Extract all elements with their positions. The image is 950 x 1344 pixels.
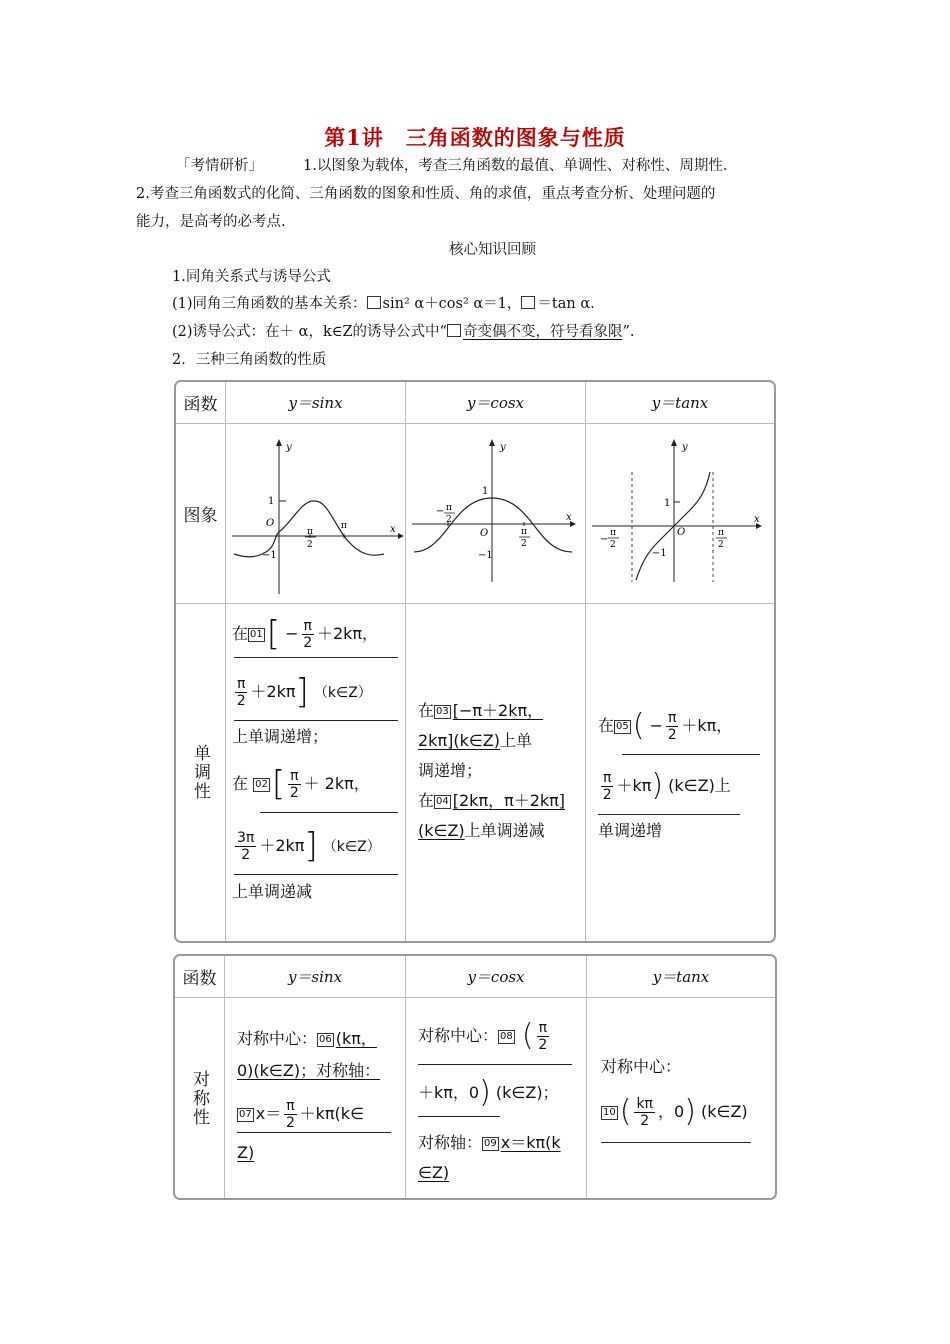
num: π: [286, 1098, 295, 1114]
tan-mono-line3: 单调递增: [598, 821, 663, 840]
one-label: 1: [664, 498, 671, 509]
item1-line2-answer: [447, 324, 623, 340]
blank-box: [367, 296, 381, 309]
frac-pi-2: [601, 770, 613, 803]
num: π: [290, 768, 299, 784]
cos-mono-line2: [418, 726, 532, 756]
y-label: y: [682, 442, 688, 453]
cos-mono-line5: [418, 816, 545, 846]
tan-sym-line1: 对称中心：: [601, 1057, 682, 1076]
y-axis-arrow: [671, 439, 677, 446]
paren: ): [684, 1094, 696, 1129]
sin-symmetry-cell: [225, 998, 406, 1198]
cos-graph: [406, 424, 586, 604]
cos-interval-2-end: (k∈Z): [418, 821, 465, 840]
neg1-label: −1: [262, 550, 277, 561]
den: 2: [640, 1113, 650, 1129]
num: π: [303, 618, 312, 634]
sin-center: (kπ，: [335, 1029, 377, 1048]
header-cos: y＝cosx: [406, 382, 586, 424]
underline: [418, 1116, 500, 1117]
term: ＋2kπ，: [316, 624, 379, 643]
underline: [601, 1142, 751, 1143]
text: ，0: [658, 1102, 685, 1121]
sin-monotonicity-cell: [226, 604, 406, 941]
pi-num: π: [610, 528, 616, 538]
neg1-label: −1: [652, 548, 667, 559]
num: π: [603, 770, 612, 786]
answer-box-09: 09: [484, 1138, 497, 1149]
blank-box: [521, 296, 535, 309]
tan-graph-cell: [586, 424, 774, 604]
y-label: y: [286, 442, 292, 453]
cos-mono-line3: 调递增；: [418, 761, 483, 780]
frac-pi-2: [666, 710, 678, 743]
answer-box-06: 06: [319, 1034, 332, 1045]
x-axis-arrow: [398, 533, 404, 539]
page-title: 第1讲 三角函数的图象与性质: [324, 125, 626, 150]
num: kπ: [636, 1096, 653, 1112]
row-label-monotonicity-text: 单调性: [190, 744, 210, 801]
x-label: x: [754, 514, 760, 525]
sin-graph: [226, 424, 406, 604]
neg-sign: −: [600, 534, 609, 545]
text: Z): [237, 1143, 255, 1162]
cos-mono-line4: [418, 786, 565, 816]
item1-line2: [172, 318, 635, 346]
cos-axis-end: ∈Z): [418, 1163, 450, 1182]
sin-mono-dec: 上单调递减: [232, 882, 313, 901]
den: 2: [241, 847, 251, 863]
pi-num: π: [521, 527, 527, 537]
cos-monotonicity-cell: [406, 604, 586, 941]
underline: [237, 1132, 391, 1133]
cos-sym-line3: [418, 1128, 561, 1158]
item1-line1-b: sin² α＋cos² α＝1，: [382, 296, 522, 312]
two-den: 2: [521, 539, 527, 549]
answer-box-08: 08: [500, 1031, 513, 1042]
term: ＋kπ，: [681, 716, 733, 735]
cos-interval-1-end: 2kπ](k∈Z): [418, 731, 500, 750]
sin-sym-line4: [237, 1138, 254, 1168]
underline: [418, 1064, 572, 1065]
sin-mono-line4: [232, 826, 381, 866]
item2-heading: 2．三种三角函数的性质: [172, 352, 327, 368]
k-in-z: （k∈Z）: [322, 839, 381, 855]
item1-heading: 1.同角关系式与诱导公式: [172, 269, 331, 285]
origin-label: O: [266, 518, 275, 529]
frac-kpi-2: [634, 1096, 655, 1129]
cos-symmetry-cell: [406, 998, 587, 1198]
item1-line1-c: ＝tan α.: [537, 296, 595, 312]
answer-box-03: 03: [436, 706, 449, 717]
paren: ): [651, 768, 664, 803]
sin-sym-line1: [237, 1024, 377, 1054]
sin-graph-cell: [226, 424, 406, 604]
sin-mono-line1: [232, 614, 379, 654]
sin-mono-inc: 上单调递增；: [232, 727, 329, 746]
den: 2: [602, 787, 612, 803]
paren: (: [619, 1094, 632, 1129]
paren: (: [632, 708, 645, 743]
origin-label: O: [480, 528, 489, 539]
den: 2: [285, 1115, 295, 1131]
y-axis-arrow: [276, 439, 282, 446]
header-sin: y＝sinx: [226, 382, 406, 424]
underline: [622, 754, 760, 755]
header-cos: y＝cosx: [406, 956, 587, 998]
properties-table-2: [173, 954, 777, 1200]
one-label: 1: [268, 496, 275, 507]
den: 2: [667, 727, 677, 743]
bracket: [: [271, 764, 286, 804]
item1-line1: [172, 290, 595, 318]
cos-sym-line4: [418, 1158, 449, 1188]
den: 2: [538, 1037, 548, 1053]
item1-line1-a: (1)同角三角函数的基本关系：: [172, 296, 367, 312]
intro-text-1: 1.以图象为载体，考查三角函数的最值、单调性、对称性、周期性.: [303, 158, 728, 174]
row-label-symmetry: [175, 998, 225, 1198]
underline: [260, 812, 398, 813]
x-label: x: [566, 512, 572, 523]
item1-line2-c: 奇变偶不变，符号看象限: [462, 324, 623, 340]
intro-line-1: [176, 152, 727, 180]
item1-line2-a: (2)诱导公式：在＋ α，: [172, 324, 323, 340]
two-den: 2: [718, 540, 724, 550]
section-heading: 核心知识回顾: [449, 242, 536, 258]
two-den: 2: [446, 515, 452, 525]
text: 对称中心：: [237, 1029, 318, 1048]
pi-label: π: [341, 521, 347, 531]
num: π: [237, 676, 246, 692]
properties-table-1: [174, 380, 776, 943]
cos-interval-1: [−π＋2kπ，: [452, 701, 544, 720]
text: (k∈Z): [701, 1102, 748, 1121]
cos-graph-cell: [406, 424, 586, 604]
k-in-z: (k∈Z)上: [668, 776, 731, 795]
paren: (: [521, 1018, 534, 1053]
text: ＋kπ，0: [418, 1083, 480, 1102]
sin-mono-line3: [232, 764, 370, 804]
text: x＝: [255, 1104, 282, 1123]
zai: 在: [598, 716, 615, 735]
bracket: ]: [304, 826, 318, 866]
y-label: y: [500, 442, 506, 453]
row-label-symmetry-text: 对称性: [189, 1069, 209, 1127]
pi-num: π: [446, 503, 452, 513]
pi-num: π: [718, 528, 724, 538]
tan-symmetry-cell: [587, 998, 775, 1198]
text: 上单调递减: [464, 821, 545, 840]
answer-box-04: 04: [436, 796, 449, 807]
frac-pi-2: [537, 1020, 549, 1053]
term: ＋ 2kπ，: [303, 774, 370, 793]
bracket: [: [266, 614, 281, 654]
origin-label: O: [677, 527, 686, 538]
y-axis-arrow: [489, 439, 495, 446]
num: 3π: [237, 830, 255, 846]
cos-sym-line2: [418, 1075, 559, 1110]
sin-center-end: 0)(k∈Z)；对称轴：: [237, 1061, 381, 1080]
underline: [234, 657, 398, 658]
cos-mono-line1: [418, 696, 543, 726]
zai: 在: [418, 791, 435, 810]
blank-box: [447, 324, 461, 337]
intro-line-2: 2.考查三角函数式的化简、三角函数的图象和性质、角的求值，重点考查分析、处理问题的: [136, 186, 716, 202]
den: 2: [236, 693, 246, 709]
term: ＋kπ: [616, 776, 652, 795]
k-in-z: （k∈Z）: [313, 685, 372, 701]
item1-line2-d: ”.: [622, 324, 635, 340]
den: 2: [303, 635, 313, 651]
cos-interval-2: [2kπ，π＋2kπ]: [452, 791, 566, 810]
answer-box-02: 02: [255, 779, 268, 790]
frac-pi-2: [302, 618, 314, 651]
tan-sym-line2: [601, 1096, 748, 1129]
minus: −: [285, 624, 299, 643]
row-label-monotonicity: [176, 604, 226, 941]
neg-sign: −: [436, 506, 445, 517]
intro-line-3: 能力，是高考的必考点.: [136, 214, 286, 230]
sin-sym-line3: [237, 1098, 364, 1131]
text: 对称中心：: [418, 1026, 499, 1045]
underline: [234, 720, 398, 721]
text: (k∈Z)；: [495, 1083, 559, 1102]
num: π: [667, 710, 677, 726]
sin-sym-line2: [237, 1056, 380, 1086]
tan-monotonicity-cell: [586, 604, 774, 941]
tan-mono-line2: [598, 770, 731, 803]
x-label: x: [390, 524, 396, 535]
minus: −: [649, 716, 663, 735]
zai: 在: [232, 774, 249, 793]
frac-pi-2: [288, 768, 300, 801]
one-label: 1: [482, 486, 489, 497]
two-den: 2: [307, 540, 313, 550]
cos-axis: x＝kπ(k: [500, 1133, 561, 1152]
header-tan: y＝tanx: [587, 956, 775, 998]
intro-tag: 「考情研析」: [176, 158, 263, 174]
answer-box-07: 07: [239, 1109, 252, 1120]
header-sin: y＝sinx: [225, 956, 406, 998]
bracket: ]: [295, 672, 309, 712]
answer-box-01: 01: [250, 629, 263, 640]
cos-sym-line1: [418, 1020, 552, 1053]
zai: 在: [418, 701, 435, 720]
pi-num: π: [307, 527, 313, 537]
frac-pi-2: [235, 676, 247, 709]
tan-mono-line1: [598, 710, 732, 743]
term: ＋2kπ: [259, 836, 305, 855]
text: 上单: [499, 731, 532, 750]
zai: 在: [232, 624, 249, 643]
answer-box-10: 10: [603, 1107, 616, 1118]
sin-mono-line2: [232, 672, 372, 712]
underline: [598, 814, 740, 815]
row-label-graph: 图象: [176, 424, 226, 604]
tan-graph: [586, 424, 774, 604]
underline: [234, 874, 398, 875]
header-function: 函数: [176, 382, 226, 424]
item1-line2-b: k∈Z的诱导公式中“: [322, 324, 447, 340]
header-function: 函数: [175, 956, 225, 998]
neg1-label: −1: [478, 550, 493, 561]
text: 对称轴：: [418, 1133, 483, 1152]
term: ＋2kπ: [250, 682, 296, 701]
text: ＋kπ(k∈: [299, 1104, 365, 1123]
frac-3pi-2: [235, 830, 256, 863]
den: 2: [289, 785, 299, 801]
frac-pi-2: [284, 1098, 296, 1131]
two-den: 2: [610, 540, 616, 550]
answer-box-05: 05: [616, 721, 629, 732]
header-tan: y＝tanx: [586, 382, 774, 424]
num: π: [538, 1020, 547, 1036]
paren: ): [479, 1075, 491, 1110]
